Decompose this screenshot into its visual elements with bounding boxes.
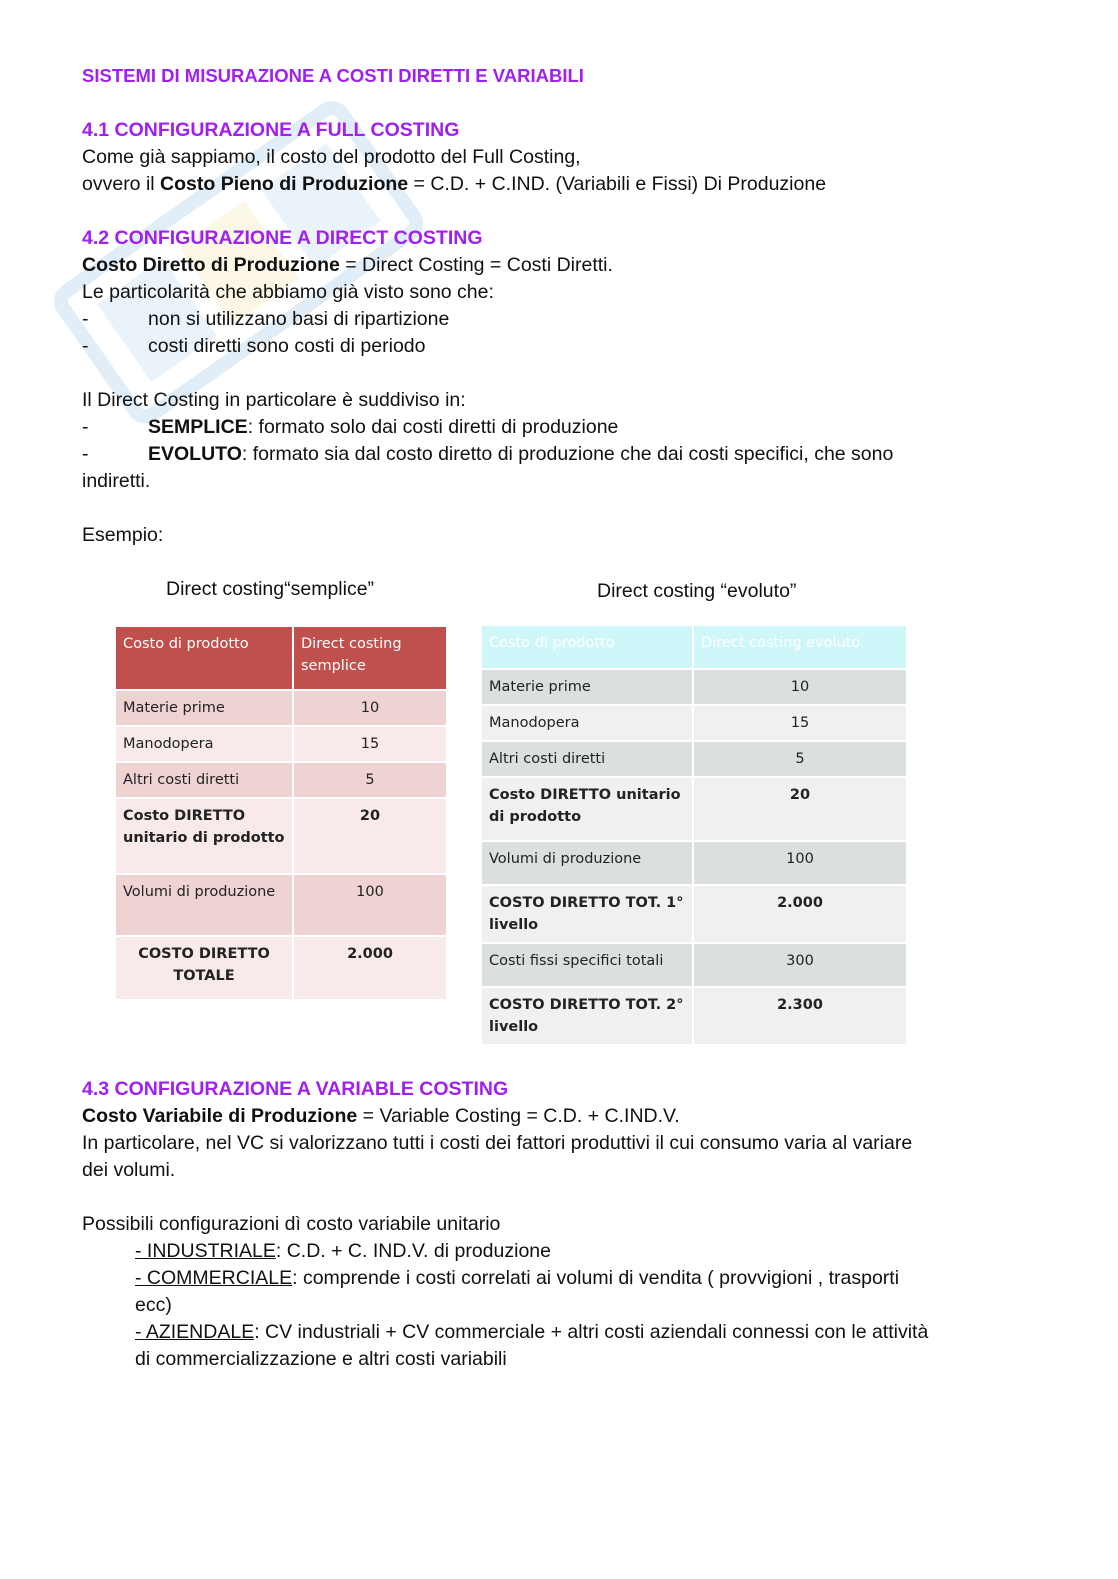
cell-value: 2.000 bbox=[293, 936, 447, 1000]
cell-value: 300 bbox=[693, 943, 907, 987]
s43-definition: Costo Variabile di Produzione = Variable Costing = C.D. + C.IND.V. bbox=[82, 1105, 680, 1127]
s43-config-intro: Possibili configurazioni dì costo variabile unitario bbox=[82, 1213, 501, 1235]
cell-value: 10 bbox=[293, 690, 447, 726]
cell-label: Manodopera bbox=[115, 726, 293, 762]
cell-label: Altri costi diretti bbox=[115, 762, 293, 798]
table-header-row bbox=[115, 626, 447, 690]
cell-label: Volumi di produzione bbox=[115, 874, 293, 936]
table-row bbox=[115, 798, 447, 874]
cell-value: 5 bbox=[693, 741, 907, 777]
header-cell: Direct costing evoluto bbox=[693, 625, 907, 669]
list-item: - non si utilizzano basi di ripartizione bbox=[82, 308, 450, 330]
section-4-3-heading: 4.3 CONFIGURAZIONE A VARIABLE COSTING bbox=[82, 1078, 509, 1100]
cell-value: 100 bbox=[693, 841, 907, 885]
table-row bbox=[115, 762, 447, 798]
s43-para1: In particolare, nel VC si valorizzano tutti i costi dei fattori produttivi il cui consumo varia al variare bbox=[82, 1132, 913, 1154]
section-4-2-heading: 4.2 CONFIGURAZIONE A DIRECT COSTING bbox=[82, 227, 483, 249]
table-row bbox=[481, 885, 907, 943]
cell-label: Altri costi diretti bbox=[481, 741, 693, 777]
table-row bbox=[481, 841, 907, 885]
cell-label: Costi fissi specifici totali bbox=[481, 943, 693, 987]
cell-label: COSTO DIRETTO TOT. 1° livello bbox=[481, 885, 693, 943]
document-title: SISTEMI DI MISURAZIONE A COSTI DIRETTI E VARIABILI bbox=[82, 65, 584, 86]
config-aziendale: - AZIENDALE: CV industriali + CV commerciale + altri costi aziendali connessi con le attività bbox=[135, 1321, 929, 1343]
cell-value: 2.000 bbox=[693, 885, 907, 943]
config-industriale: - INDUSTRIALE: C.D. + C. IND.V. di produzione bbox=[135, 1240, 551, 1262]
s42-intro: Le particolarità che abbiamo già visto sono che: bbox=[82, 281, 494, 303]
cell-label: Costo DIRETTO unitario di prodotto bbox=[115, 798, 293, 874]
cell-label: Volumi di produzione bbox=[481, 841, 693, 885]
cell-value: 5 bbox=[293, 762, 447, 798]
list-item-semplice: - SEMPLICE: formato solo dai costi diretti di produzione bbox=[82, 416, 619, 438]
cell-label: Materie prime bbox=[115, 690, 293, 726]
cell-value: 15 bbox=[293, 726, 447, 762]
list-item-evoluto: - EVOLUTO: formato sia dal costo diretto di produzione che dai costi specifici, che sono bbox=[82, 443, 894, 465]
table-row bbox=[481, 741, 907, 777]
table-row bbox=[481, 669, 907, 705]
config-commerciale: - COMMERCIALE: comprende i costi correlati ai volumi di vendita ( provvigioni , trasporti bbox=[135, 1267, 900, 1289]
cell-label: COSTO DIRETTO TOTALE bbox=[115, 936, 293, 1000]
cell-label: Costo DIRETTO unitario di prodotto bbox=[481, 777, 693, 841]
table-row bbox=[481, 943, 907, 987]
s43-para1-cont: dei volumi. bbox=[82, 1159, 176, 1181]
table-row bbox=[115, 936, 447, 1000]
header-cell: Costo di prodotto bbox=[481, 625, 693, 669]
list-item: - costi diretti sono costi di periodo bbox=[82, 335, 426, 357]
config-commerciale-cont: ecc) bbox=[135, 1294, 172, 1316]
document-page bbox=[82, 62, 982, 549]
cell-value: 20 bbox=[293, 798, 447, 874]
table-row bbox=[115, 726, 447, 762]
s42-evoluto-cont: indiretti. bbox=[82, 470, 151, 492]
example-label: Esempio: bbox=[82, 524, 164, 546]
cell-label: Manodopera bbox=[481, 705, 693, 741]
header-cell: Costo di prodotto bbox=[115, 626, 293, 690]
table-row bbox=[481, 777, 907, 841]
cell-value: 100 bbox=[293, 874, 447, 936]
cell-label: Materie prime bbox=[481, 669, 693, 705]
table-row bbox=[115, 874, 447, 936]
section-4-3 bbox=[82, 1076, 982, 1373]
table-row bbox=[481, 705, 907, 741]
s41-line2: ovvero il Costo Pieno di Produzione = C.D. + C.IND. (Variabili e Fissi) Di Produzione bbox=[82, 173, 827, 195]
table-direct-costing-semplice bbox=[114, 625, 448, 1001]
s42-definition: Costo Diretto di Produzione = Direct Costing = Costi Diretti. bbox=[82, 254, 613, 276]
table-row bbox=[481, 987, 907, 1045]
s41-line1: Come già sappiamo, il costo del prodotto del Full Costing, bbox=[82, 146, 581, 168]
config-aziendale-cont: di commercializzazione e altri costi variabili bbox=[135, 1348, 507, 1370]
s42-split-intro: Il Direct Costing in particolare è suddiviso in: bbox=[82, 389, 466, 411]
section-4-1-heading: 4.1 CONFIGURAZIONE A FULL COSTING bbox=[82, 119, 460, 141]
cell-value: 15 bbox=[693, 705, 907, 741]
cell-value: 20 bbox=[693, 777, 907, 841]
table-direct-costing-evoluto bbox=[480, 624, 908, 1046]
caption-semplice: Direct costing“semplice” bbox=[166, 578, 375, 600]
caption-evoluto: Direct costing “evoluto” bbox=[597, 580, 797, 602]
table-row bbox=[115, 690, 447, 726]
cell-value: 10 bbox=[693, 669, 907, 705]
cell-value: 2.300 bbox=[693, 987, 907, 1045]
header-cell: Direct costing semplice bbox=[293, 626, 447, 690]
cell-label: COSTO DIRETTO TOT. 2° livello bbox=[481, 987, 693, 1045]
table-header-row bbox=[481, 625, 907, 669]
